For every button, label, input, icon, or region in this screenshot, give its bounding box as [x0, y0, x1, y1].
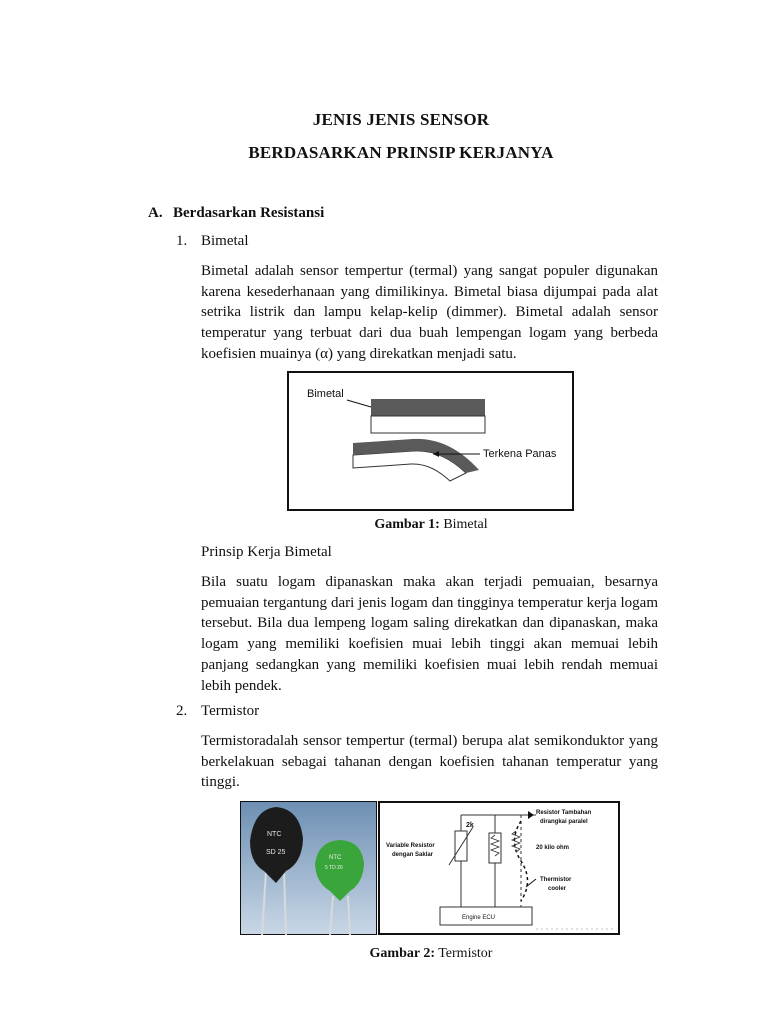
label-thermistor-1: Thermistor [540, 877, 572, 883]
paragraph-bimetal: Bimetal adalah sensor tempertur (termal) yang sangat populer digunakan karena kesederhanaan yang dimilikinya. Bimetal biasa dijumpai pada alat setrika listrik dan lampu kelap-kelip (dimmer). Bimetal adalah sensor temperatur yang terbuat dari dua buah lempengan logam yang berbeda koefisien muainya (α) yang direkatkan menjadi satu. [201, 263, 658, 362]
label-extra-1: Resistor Tambahan [536, 810, 592, 816]
list-item-heading [176, 703, 259, 720]
figure-bimetal [287, 371, 574, 511]
black-label-2: SD 25 [266, 849, 286, 856]
label-thermistor-2: cooler [548, 886, 567, 892]
figure-1-caption [0, 517, 768, 533]
list-item-title: Termistor [201, 703, 260, 719]
label-bimetal: Bimetal [307, 388, 344, 400]
black-label-1: NTC [267, 831, 282, 838]
thermistor-symbol [489, 833, 501, 863]
section-heading [148, 205, 324, 222]
figure-2-caption [0, 946, 768, 962]
list-item-number: 2. [176, 703, 188, 719]
bimetal-strip-top [371, 399, 485, 416]
list-item-heading [176, 233, 249, 250]
figure-thermistor-circuit [378, 801, 620, 935]
page-subtitle: BERDASARKAN PRINSIP KERJANYA [248, 143, 554, 162]
label-heated: Terkena Panas [483, 448, 557, 460]
bimetal-strip-bottom [371, 416, 485, 433]
caption-text: Bimetal [439, 517, 488, 532]
green-label-1: NTC [329, 855, 342, 861]
caption-label: Gambar 1: [374, 517, 440, 532]
label-extra-2: dirangkai paralel [540, 819, 588, 825]
section-title: Berdasarkan Resistansi [173, 205, 325, 221]
section-letter: A. [148, 205, 163, 221]
list-item-number: 1. [176, 233, 188, 249]
caption-text: Termistor [434, 946, 493, 961]
paragraph-termistor: Termistoradalah sensor tempertur (termal) berupa alat semikonduktor yang berkelakuan sebagai tahanan dengan koefisien tahanan temperatur yang tinggi. [201, 733, 658, 791]
figure-thermistor-photo [240, 801, 377, 935]
paragraph-prinsip: Bila suatu logam dipanaskan maka akan terjadi pemuaian, besarnya pemuaian tergantung dari jenis logam dan tingginya temperatur kerja logam tersebut. Bila dua lempeng logam saling direkatkan dan dipanaskan, maka logam yang memiliki koefisien muai lebih tinggi akan memuai lebih panjang sedangkan yang memiliki koefisien muai lebih rendah memuai lebih pendek. [201, 574, 658, 694]
page-title: JENIS JENIS SENSOR [312, 110, 490, 129]
label-ecu: Engine ECU [462, 915, 496, 921]
caption-label: Gambar 2: [369, 946, 435, 961]
label-var-res-2: dengan Saklar [392, 852, 434, 858]
label-20k: 20 kilo ohm [536, 845, 570, 851]
green-label-2: 5 TD 20 [325, 865, 343, 871]
subheading-prinsip: Prinsip Kerja Bimetal [201, 544, 332, 560]
label-2k: 2k [466, 822, 474, 829]
label-var-res-1: Variable Resistor [386, 843, 435, 849]
list-item-title: Bimetal [201, 233, 249, 249]
